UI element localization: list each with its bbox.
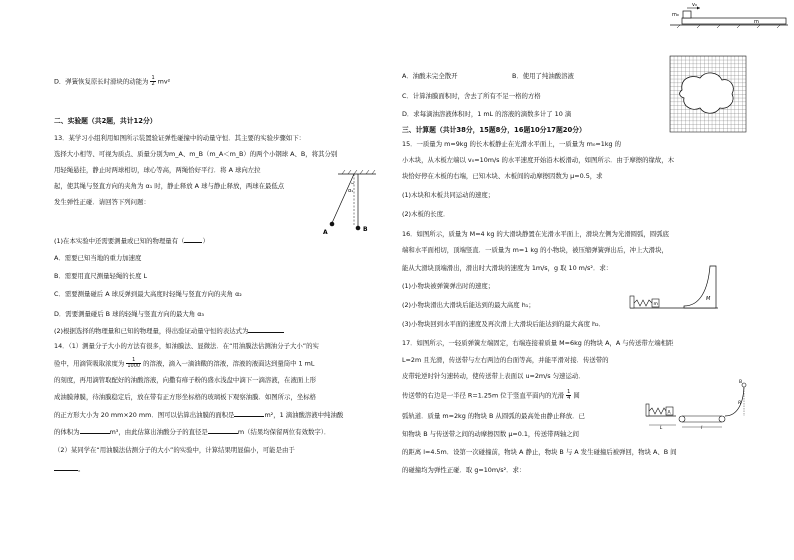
q15-line-2: 小木块，从木板左端以 v₀=10m/s 的水平速度开始沿木板滑动，如图所示．由于摩擦的缘故，木 — [402, 156, 675, 164]
q13-part-1-close: ） — [202, 237, 209, 245]
q17-line-4-b: 圆 — [573, 391, 580, 400]
fraction-concentration: $\frac{1}{1000}$ — [127, 357, 141, 369]
spring-slider-figure — [628, 262, 720, 312]
q14-option-d: D．求每滴油溶液体积时，1 mL 的溶液的滴数多计了 10 滴 — [402, 110, 572, 118]
q13-part-2-text: (2)根据选择的物理量和已知的物理量，得出验证动量守恒的表达式为 — [54, 327, 249, 335]
answer-blank[interactable] — [208, 427, 238, 434]
q17-line-1: 17．如图所示，一轻质弹簧左端固定，右端连接着质量 M=6kg 的物块 A，A 与传送带左端相距 — [402, 339, 674, 347]
answer-blank[interactable] — [80, 427, 110, 434]
label-m: m — [754, 19, 759, 25]
q14-line-3: 的刻度，再用滴管取配好的油酸溶液，向撒有痱子粉的盛水浅盘中滴下一滴溶液，在液面上形 — [54, 376, 317, 384]
q15-line-1: 15．一质量为 m=9kg 的长木板静止在光滑水平面上，一质量为 m₀=1kg 的 — [402, 140, 621, 148]
label-small-block: m — [653, 302, 658, 307]
board-block-figure — [670, 2, 790, 28]
q13-option-a: A．需要已知当地的重力加速度 — [54, 254, 142, 262]
q14-line-2-b: 的溶液，滴入一滴油酸的溶液，溶液的液面达到量筒中 1 mL — [143, 359, 315, 368]
label-v0: v₀ — [692, 2, 697, 8]
conveyor-belt-figure — [646, 380, 750, 430]
q16-line-4: (1)小物块被弹簧弹出时的速度； — [402, 282, 495, 290]
q16-line-3: 能从大滑块顶端滑出，滑出时大滑块的速度为 1m/s，g 取 10 m/s²．求： — [402, 264, 613, 272]
q13-line-3: 用轻绳悬挂，静止时两球相切，球心等高，两绳恰好平行．将 A 球向左拉 — [54, 166, 261, 174]
label-block-b: B — [739, 380, 743, 385]
q17-line-4 — [402, 390, 580, 401]
q13-option-c: C．需要测量碰后 A 球反弹到最大高度时轻绳与竖直方向的夹角 α₂ — [54, 290, 242, 298]
q14-line-5-b: m²，1 滴油酸溶液中纯油酸 — [264, 411, 344, 419]
label-big-slider: M — [706, 296, 711, 302]
q14-line-6-c: m（结果均保留两位有效数字）． — [237, 428, 331, 436]
q14-line-8-end: 。 — [78, 465, 85, 473]
option-d-text: D．弹簧恢复原长时滑块的动能为 — [54, 77, 149, 86]
q13-part-1-text: (1)在本实验中还需要测量或已知的物理量有（ — [54, 237, 185, 245]
q17-line-3: 皮带轮逆时针匀速转动，使传送带上表面以 u=2m/s 匀速运动． — [402, 372, 585, 380]
q14-line-6-b: m³，由此估算出油酸分子的直径是 — [109, 428, 208, 436]
q13-part-1 — [54, 236, 209, 245]
q14-line-6-a: 的体积为 — [54, 428, 80, 436]
answer-blank[interactable] — [234, 410, 264, 417]
q17-line-6: 知物块 B 与传送带之间的动摩擦因数 μ=0.1，传送带两轴之间 — [402, 430, 580, 438]
q15-line-4: (1)木块和木板共同运动的速度； — [402, 191, 495, 199]
section-title-experiment: 二、实验题（共2题，共计12分） — [54, 117, 157, 125]
label-m0: m₀ — [672, 12, 679, 18]
q13-line-2: 选择大小相等、可视为质点、质量分别为m_A、m_B（m_A＜m_B）的两个小钢球 A、B，将其分别 — [54, 150, 338, 158]
label-ball-b: B — [363, 226, 368, 233]
label-alpha: α₁ — [348, 188, 354, 194]
q14-line-2 — [54, 358, 314, 369]
q13-option-b: B．需要用直尺测量轻绳的长度 L — [54, 272, 148, 280]
q14-line-5-a: 的正方形大小为 20 mm×20 mm．图可以估算出油膜的面积是 — [54, 411, 235, 419]
label-gap-length: L — [660, 426, 663, 431]
q13-option-d: D．需要测量碰后 B 球的轻绳与竖直方向的最大角 α₃ — [54, 310, 204, 318]
q15-line-3: 块恰好停在木板的右端，已知木块、木板间的动摩擦因数为 μ=0.5，求 — [402, 172, 603, 180]
q14-line-4: 成油膜薄膜，待油膜稳定后，放在带有正方形坐标格的玻璃板下观察油膜．如图所示，坐标格 — [54, 393, 317, 401]
q17-line-7: 的距离 l=4.5m．设第一次碰撞前，物块 A 静止，物块 B 与 A 发生碰撞后被弹回，物块 A、B 间 — [402, 448, 677, 456]
q16-line-1: 16．如图所示，质量为 M=4 kg 的大滑块静置在光滑水平面上，滑块左侧为光滑圆弧，圆弧底 — [402, 230, 669, 238]
q13-line-4: 起，使其绳与竖直方向的夹角为 α₁ 时，静止释放 A 球与静止释放，两球在最低点 — [54, 182, 285, 190]
q15-line-5: (2)木板的长度． — [402, 210, 450, 218]
q17-line-4-a: 传送带的右边是一半径 R=1.25m 位于竖直平面内的光滑 — [402, 391, 565, 400]
q14-line-1: 14．（1）测量分子大小的方法有很多，如油膜法、显微法．在“用油膜法估测油分子大小”的实 — [54, 342, 319, 350]
q16-line-2: 端和水平面相切，顶端竖直．一质量为 m=1 kg 的小物块，被压缩弹簧弹出后，冲上大滑块， — [402, 246, 668, 254]
fraction-quarter: $\frac{1}{4}$ — [567, 389, 571, 401]
q13-line-1: 13．某学习小组利用如图所示装置验证弹性碰撞中的动量守恒．其主要的实验步骤如下： — [54, 134, 305, 142]
q17-line-2: L=2m 且光滑，传送带与左右两边的台面等高，并能平滑对接．传送带的 — [402, 356, 609, 364]
answer-blank[interactable] — [54, 464, 78, 471]
fraction-half: $\frac{1}{2}$ — [151, 75, 155, 87]
option-d-formula: mv² — [157, 77, 171, 86]
q16-line-6: (3)小物块回到水平面的速度及再次滑上大滑块后能达到的最大高度 h₂． — [402, 320, 606, 328]
q13-part-2 — [54, 326, 284, 335]
q17-line-5: 弧轨道．质量 m=2kg 的物块 B 从圆弧的最高处由静止释放．已 — [402, 412, 585, 420]
label-radius: R — [738, 401, 742, 406]
q14-line-6 — [54, 427, 330, 436]
oil-film-grid-figure — [670, 56, 746, 132]
pendulum-collision-figure — [318, 170, 378, 240]
q14-line-8 — [54, 464, 84, 473]
q13-line-5: 发生弹性正碰．请回答下列问题： — [54, 198, 150, 206]
q16-line-5: (2)小物块滑出大滑块后能达到的最大高度 h₁； — [402, 301, 535, 309]
q14-option-c: C．计算油膜面积时，舍去了所有不足一格的方格 — [402, 92, 541, 100]
label-belt-length: l — [701, 426, 703, 431]
q14-line-5 — [54, 410, 343, 419]
label-block-a: A — [667, 410, 671, 416]
answer-blank[interactable] — [184, 236, 202, 243]
option-d-spring-energy — [54, 76, 170, 87]
q17-line-8: 的碰撞均为弹性正碰．取 g=10m/s²．求： — [402, 466, 526, 474]
q14-line-2-a: 验中，用滴管吸取浓度为 — [54, 359, 125, 368]
q14-line-7: （2）某同学在“用油膜法估测分子的大小”的实验中，计算结果明显偏小，可能是由于 — [54, 446, 295, 454]
answer-blank[interactable] — [248, 326, 284, 333]
q14-option-a: A．油酸未完全散开 — [402, 72, 458, 80]
q14-option-b: B．使用了纯油酸溶液 — [512, 72, 574, 80]
section-title-calculation: 三、计算题（共计38分，15题8分，16题10分17题20分） — [402, 126, 586, 134]
label-ball-a: A — [323, 229, 328, 236]
